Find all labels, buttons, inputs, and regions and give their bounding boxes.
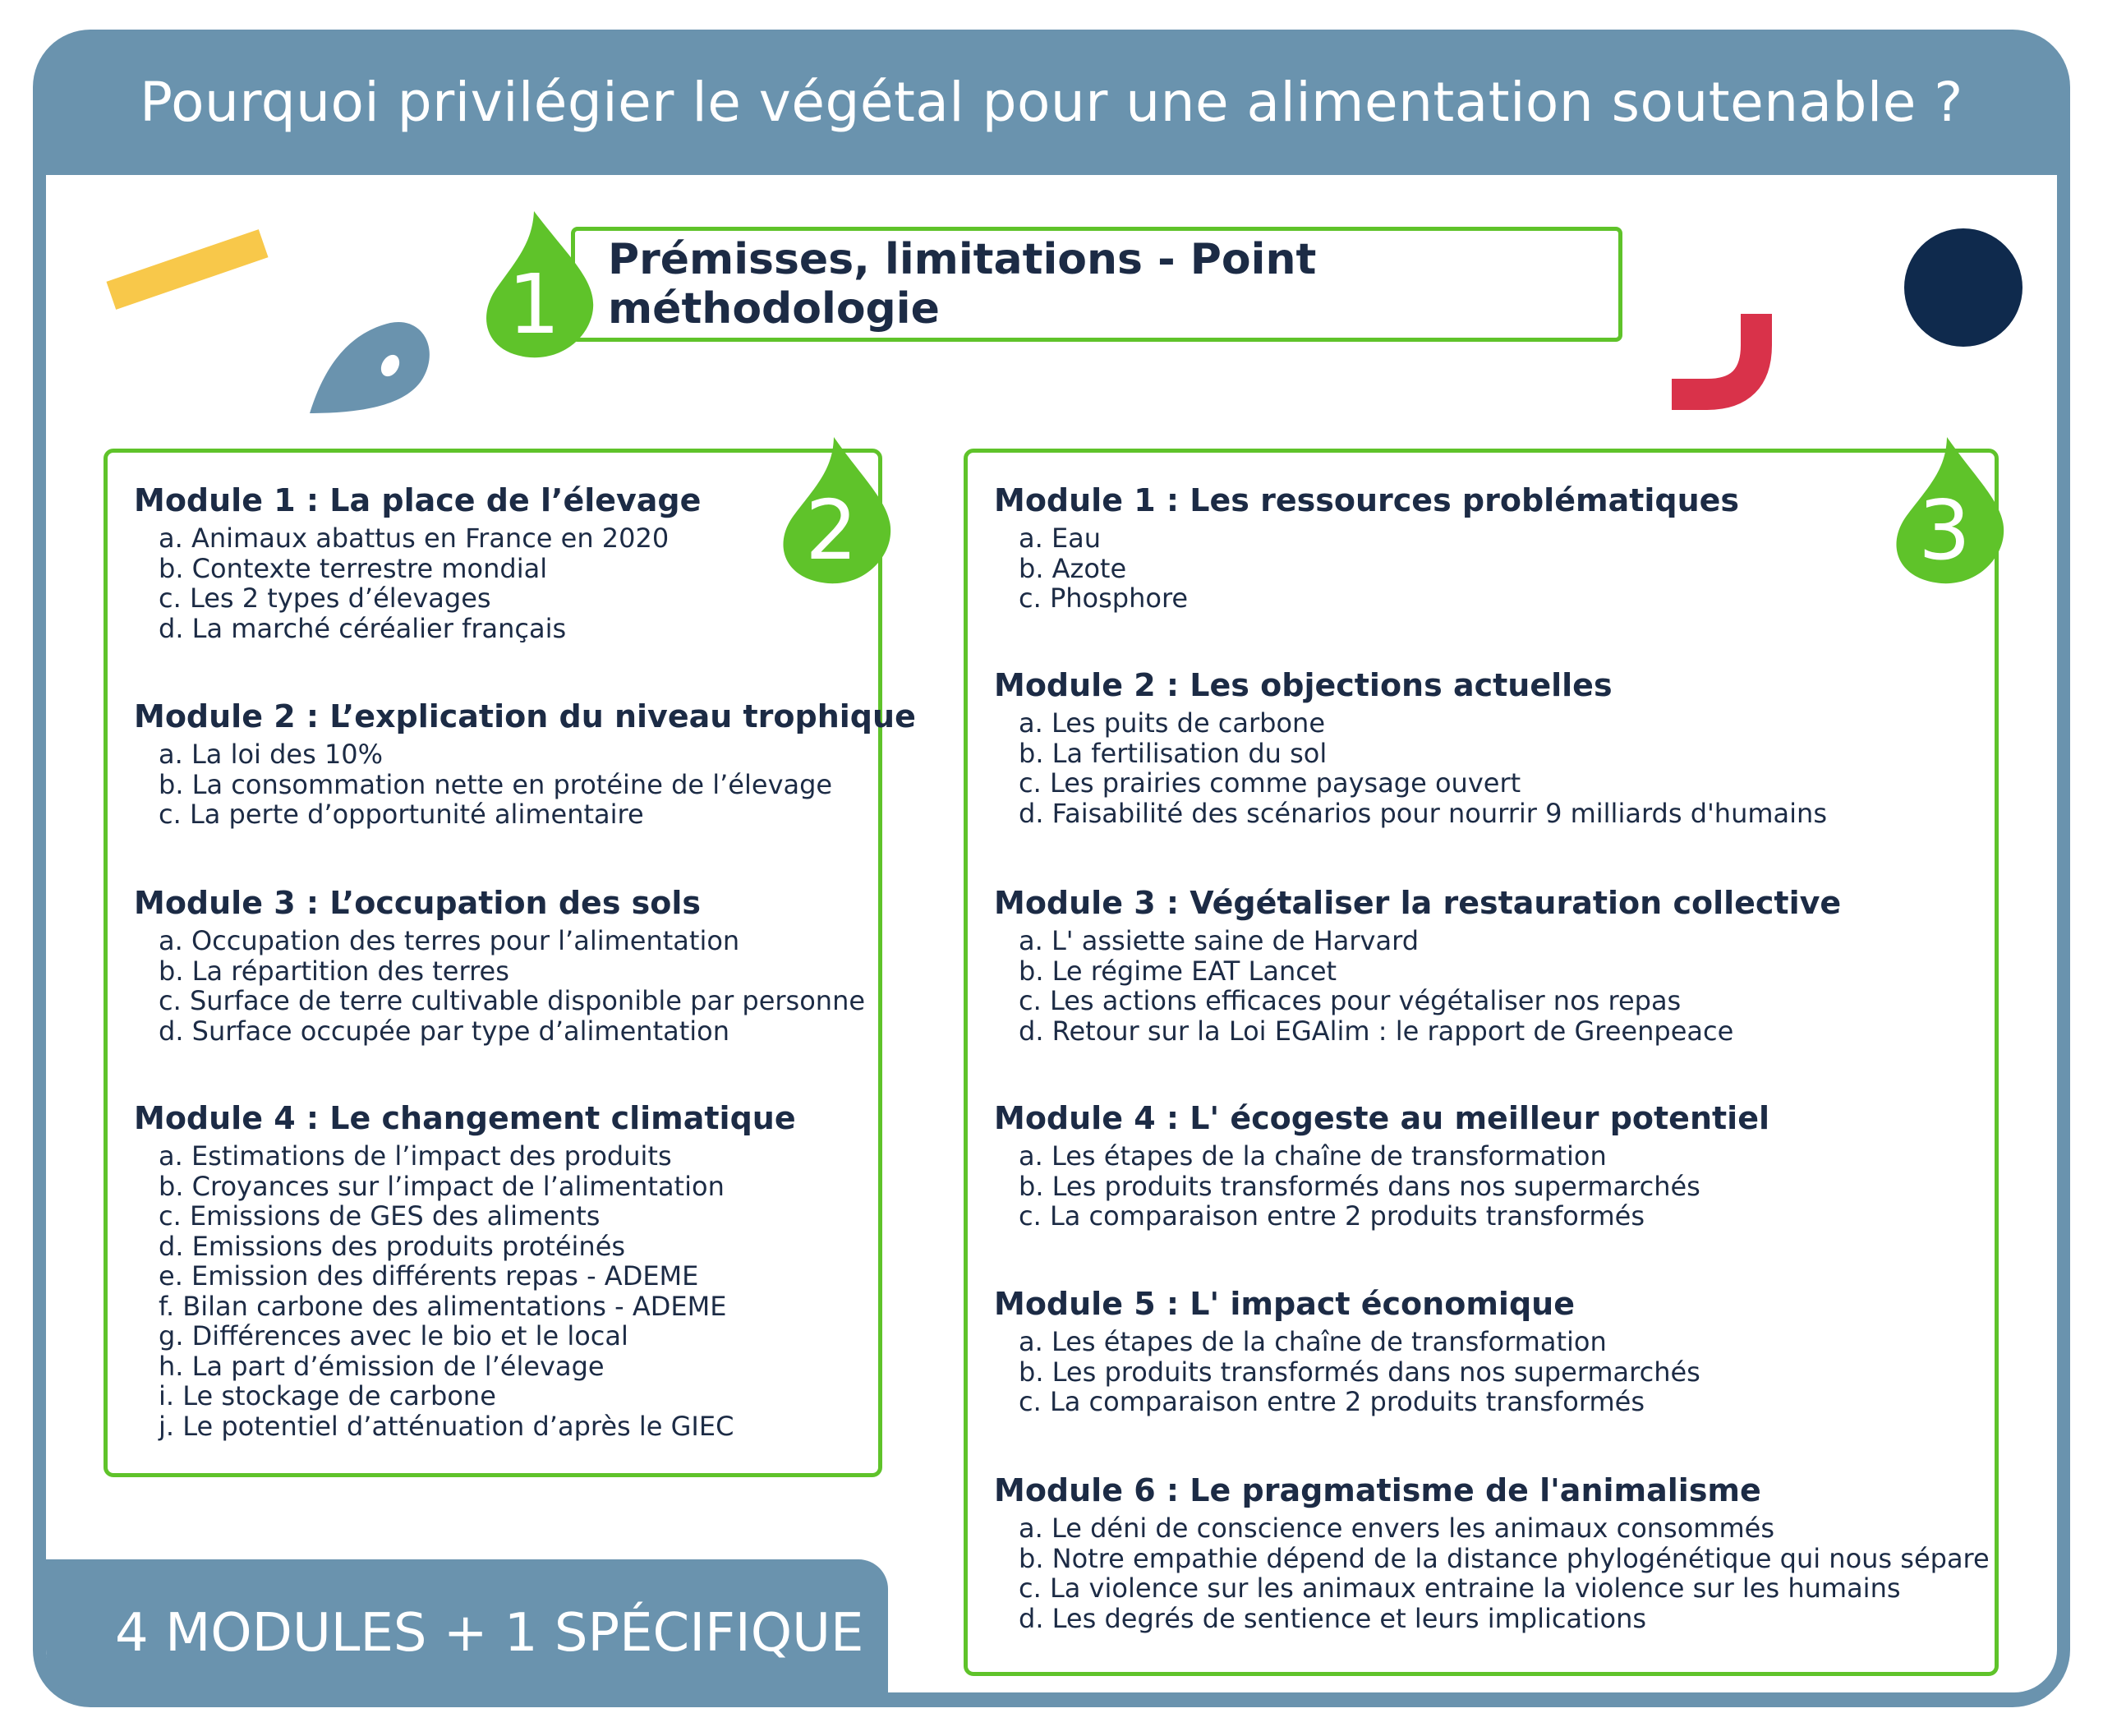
- module-item: d. Emissions des produits protéinés: [159, 1230, 626, 1262]
- number-one-drop-icon: [476, 210, 600, 366]
- module-item: b. Croyances sur l’impact de l’alimentation: [159, 1170, 725, 1202]
- module-item: b. Le régime EAT Lancet: [1019, 955, 1337, 987]
- module-item: b. La fertilisation du sol: [1019, 737, 1328, 769]
- module-item: d. Faisabilité des scénarios pour nourrir 9 milliards d'humains: [1019, 797, 1827, 829]
- module-item: a. Le déni de conscience envers les animaux consommés: [1019, 1513, 1774, 1544]
- module-item: b. La répartition des terres: [159, 955, 509, 987]
- module-title: Module 2 : Les objections actuelles: [994, 667, 1613, 703]
- modules-count-banner: [46, 1559, 888, 1707]
- module-item: a. Eau: [1019, 523, 1102, 554]
- module-item: j. Le potentiel d’atténuation d’après le GIEC: [159, 1410, 734, 1442]
- module-item: d. Retour sur la Loi EGAlim : le rapport de Greenpeace: [1019, 1015, 1734, 1047]
- module-title: Module 4 : Le changement climatique: [134, 1100, 796, 1136]
- module-title: Module 3 : L’occupation des sols: [134, 885, 702, 921]
- module-item: h. La part d’émission de l’élevage: [159, 1350, 605, 1382]
- module-item: c. Phosphore: [1019, 583, 1189, 614]
- module-item: c. Les 2 types d’élevages: [159, 583, 491, 614]
- module-item: d. La marché céréalier français: [159, 612, 567, 644]
- premises-number: 1: [508, 256, 560, 352]
- module-title: Module 5 : L' impact économique: [994, 1286, 1575, 1322]
- module-item: b. La consommation nette en protéine de l’élevage: [159, 768, 833, 800]
- navy-circle-decoration: [1903, 227, 2024, 348]
- module-title: Module 6 : Le pragmatisme de l'animalisme: [994, 1472, 1761, 1508]
- right-module-2: [994, 665, 1827, 828]
- module-item: c. Emissions de GES des aliments: [159, 1200, 601, 1232]
- module-item: a. Animaux abattus en France en 2020: [159, 523, 670, 554]
- module-item: a. Occupation des terres pour l’alimentation: [159, 925, 740, 956]
- module-item: c. La comparaison entre 2 produits transformés: [1019, 1386, 1645, 1417]
- module-item: a. Les puits de carbone: [1019, 707, 1326, 739]
- module-item: b. Notre empathie dépend de la distance phylogénétique qui nous sépare: [1019, 1542, 1990, 1574]
- module-item: f. Bilan carbone des alimentations - ADEME: [159, 1290, 727, 1322]
- module-item: c. La comparaison entre 2 produits transformés: [1019, 1200, 1645, 1232]
- module-item: a. L' assiette saine de Harvard: [1019, 925, 1419, 956]
- module-item: b. Les produits transformés dans nos supermarchés: [1019, 1170, 1700, 1202]
- left-module-1: [134, 481, 701, 643]
- module-title: Module 1 : La place de l’élevage: [134, 482, 702, 518]
- module-title: Module 4 : L' écogeste au meilleur potentiel: [994, 1100, 1769, 1136]
- module-item: b. Contexte terrestre mondial: [159, 552, 548, 584]
- module-item: b. Azote: [1019, 552, 1127, 584]
- left-box-number: 2: [805, 482, 858, 578]
- module-title: Module 3 : Végétaliser la restauration collective: [994, 885, 1842, 921]
- left-module-3: [134, 883, 865, 1046]
- module-item: a. Estimations de l’impact des produits: [159, 1140, 672, 1172]
- premises-box: [571, 227, 1622, 342]
- module-item: c. La violence sur les animaux entraine la violence sur les humains: [1019, 1573, 1901, 1604]
- page-title: Pourquoi privilégier le végétal pour une alimentation soutenable ?: [140, 71, 1963, 134]
- module-item: b. Les produits transformés dans nos supermarchés: [1019, 1356, 1700, 1388]
- module-item: e. Emission des différents repas - ADEME: [159, 1260, 699, 1292]
- module-item: d. Les degrés de sentience et leurs implications: [1019, 1602, 1647, 1634]
- premises-label: Prémisses, limitations - Point méthodologie: [608, 235, 1317, 334]
- right-module-3: [994, 883, 1841, 1046]
- module-item: a. Les étapes de la chaîne de transformation: [1019, 1326, 1607, 1357]
- module-item: i. Le stockage de carbone: [159, 1380, 496, 1411]
- left-module-4: [134, 1098, 796, 1441]
- module-item: g. Différences avec le bio et le local: [159, 1320, 628, 1352]
- module-item: d. Surface occupée par type d’alimentation: [159, 1015, 730, 1047]
- right-box-number: 3: [1918, 482, 1971, 578]
- module-item: a. La loi des 10%: [159, 739, 384, 770]
- right-module-5: [994, 1284, 1700, 1417]
- blue-drop-decoration: [308, 316, 439, 423]
- module-title: Module 2 : L’explication du niveau trophique: [134, 698, 916, 734]
- module-item: a. Les étapes de la chaîne de transformation: [1019, 1140, 1607, 1172]
- red-hook-decoration: [1668, 312, 1783, 419]
- right-module-1: [994, 481, 1739, 614]
- banner-text: 4 MODULES + 1 SPÉCIFIQUE: [115, 1603, 864, 1664]
- module-item: c. Les prairies comme paysage ouvert: [1019, 767, 1521, 799]
- number-two-drop-icon: [772, 435, 895, 592]
- right-module-4: [994, 1098, 1769, 1232]
- number-three-drop-icon: [1885, 435, 2009, 592]
- yellow-bar-decoration: [99, 222, 279, 320]
- module-title: Module 1 : Les ressources problématiques: [994, 482, 1740, 518]
- right-module-6: [994, 1471, 1990, 1633]
- left-module-2: [134, 697, 916, 830]
- module-item: c. La perte d’opportunité alimentaire: [159, 799, 644, 830]
- module-item: c. Surface de terre cultivable disponible par personne: [159, 985, 866, 1016]
- module-item: c. Les actions efficaces pour végétaliser nos repas: [1019, 985, 1682, 1016]
